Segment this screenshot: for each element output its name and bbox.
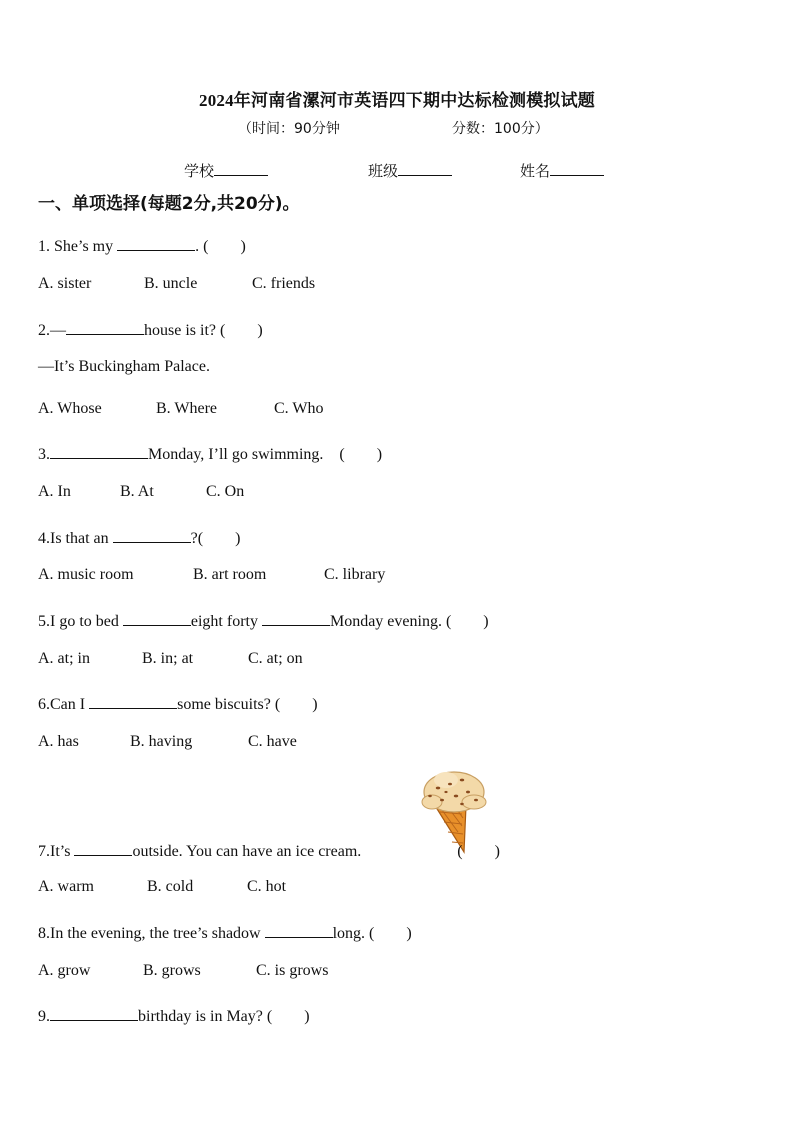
option-b[interactable]: B. At [120,483,154,500]
option-b[interactable]: B. Where [156,400,218,417]
exam-score: 分数：100分） [452,121,549,137]
question-text: 2.— [38,322,66,339]
question-text: Monday, I’ll go swimming. ( ) [148,446,383,463]
option-c[interactable]: C. library [324,566,386,583]
class-label: 班级 [368,162,399,180]
option-b[interactable]: B. having [130,733,193,750]
question-text: 3. [38,446,50,463]
question-5 [38,608,489,631]
school-label: 学校 [184,162,215,180]
option-c[interactable]: C. hot [247,878,287,895]
answer-blank[interactable] [113,528,191,543]
question-3 [38,441,382,464]
option-a[interactable]: A. sister [38,275,92,292]
question-text: 5.I go to bed [38,613,123,630]
option-c[interactable]: C. Who [274,400,324,417]
question-6 [38,691,318,714]
question-text: 9. [38,1008,50,1025]
option-a[interactable]: A. music room [38,566,134,583]
answer-blank[interactable] [265,923,333,938]
option-b[interactable]: B. cold [147,878,194,895]
option-a[interactable]: A. grow [38,962,91,979]
question-text: 6.Can I [38,696,90,713]
option-a[interactable]: A. In [38,483,71,500]
class-field [368,160,452,181]
option-b[interactable]: B. in; at [142,650,194,667]
question-text: birthday is in May? ( ) [138,1008,310,1025]
option-b[interactable]: B. uncle [144,275,198,292]
option-a[interactable]: A. Whose [38,400,102,417]
option-c[interactable]: C. On [206,483,245,500]
question-text: Monday evening. ( ) [329,613,489,630]
question-4 [38,525,240,548]
name-blank[interactable] [550,161,604,176]
options-q3 [38,483,244,501]
question-text: eight forty [190,613,262,630]
question-text: 8.In the evening, the tree’s shadow [38,925,265,942]
question-text: . ( ) [195,238,246,255]
options-q4 [38,566,385,584]
options-q7 [38,878,286,896]
question-2-answer: —It’s Buckingham Palace. [38,358,210,375]
class-blank[interactable] [398,161,452,176]
exam-time: （时间：90分钟 [238,121,340,137]
question-text: 7.It’s [38,843,75,860]
answer-blank[interactable] [50,444,148,459]
section-heading: 一、单项选择(每题2分,共20分)。 [38,194,300,214]
answer-blank[interactable] [123,611,191,626]
school-blank[interactable] [214,161,268,176]
question-2 [38,317,263,340]
answer-blank[interactable] [117,236,195,251]
school-field [184,160,268,181]
question-text: house is it? ( ) [144,322,263,339]
options-q6 [38,733,297,751]
question-text: some biscuits? ( ) [177,696,318,713]
options-q2 [38,400,323,418]
question-7 [38,838,500,861]
answer-blank[interactable] [89,694,177,709]
name-field [520,160,604,181]
question-text: ( ) [457,843,500,860]
option-c[interactable]: C. friends [252,275,316,292]
option-c[interactable]: C. is grows [256,962,329,979]
option-a[interactable]: A. at; in [38,650,90,667]
question-1 [38,233,246,256]
answer-blank[interactable] [50,1006,138,1021]
option-a[interactable]: A. warm [38,878,94,895]
question-text: 4.Is that an [38,530,113,547]
name-label: 姓名 [520,162,551,180]
options-q5 [38,650,303,668]
options-q1 [38,275,315,293]
option-b[interactable]: B. grows [143,962,201,979]
options-q8 [38,962,328,980]
answer-blank[interactable] [262,611,330,626]
option-c[interactable]: C. have [248,733,297,750]
option-c[interactable]: C. at; on [248,650,303,667]
option-a[interactable]: A. has [38,733,79,750]
question-9 [38,1003,310,1026]
question-text: long. ( ) [332,925,412,942]
question-text: 1. She’s my [38,238,118,255]
question-8 [38,920,412,943]
page-title: 2024年河南省漯河市英语四下期中达标检测模拟试题 [199,91,595,110]
option-b[interactable]: B. art room [193,566,267,583]
question-text: ?( ) [190,530,241,547]
answer-blank[interactable] [74,841,132,856]
answer-blank[interactable] [66,320,144,335]
question-text: outside. You can have an ice cream. [132,843,362,860]
